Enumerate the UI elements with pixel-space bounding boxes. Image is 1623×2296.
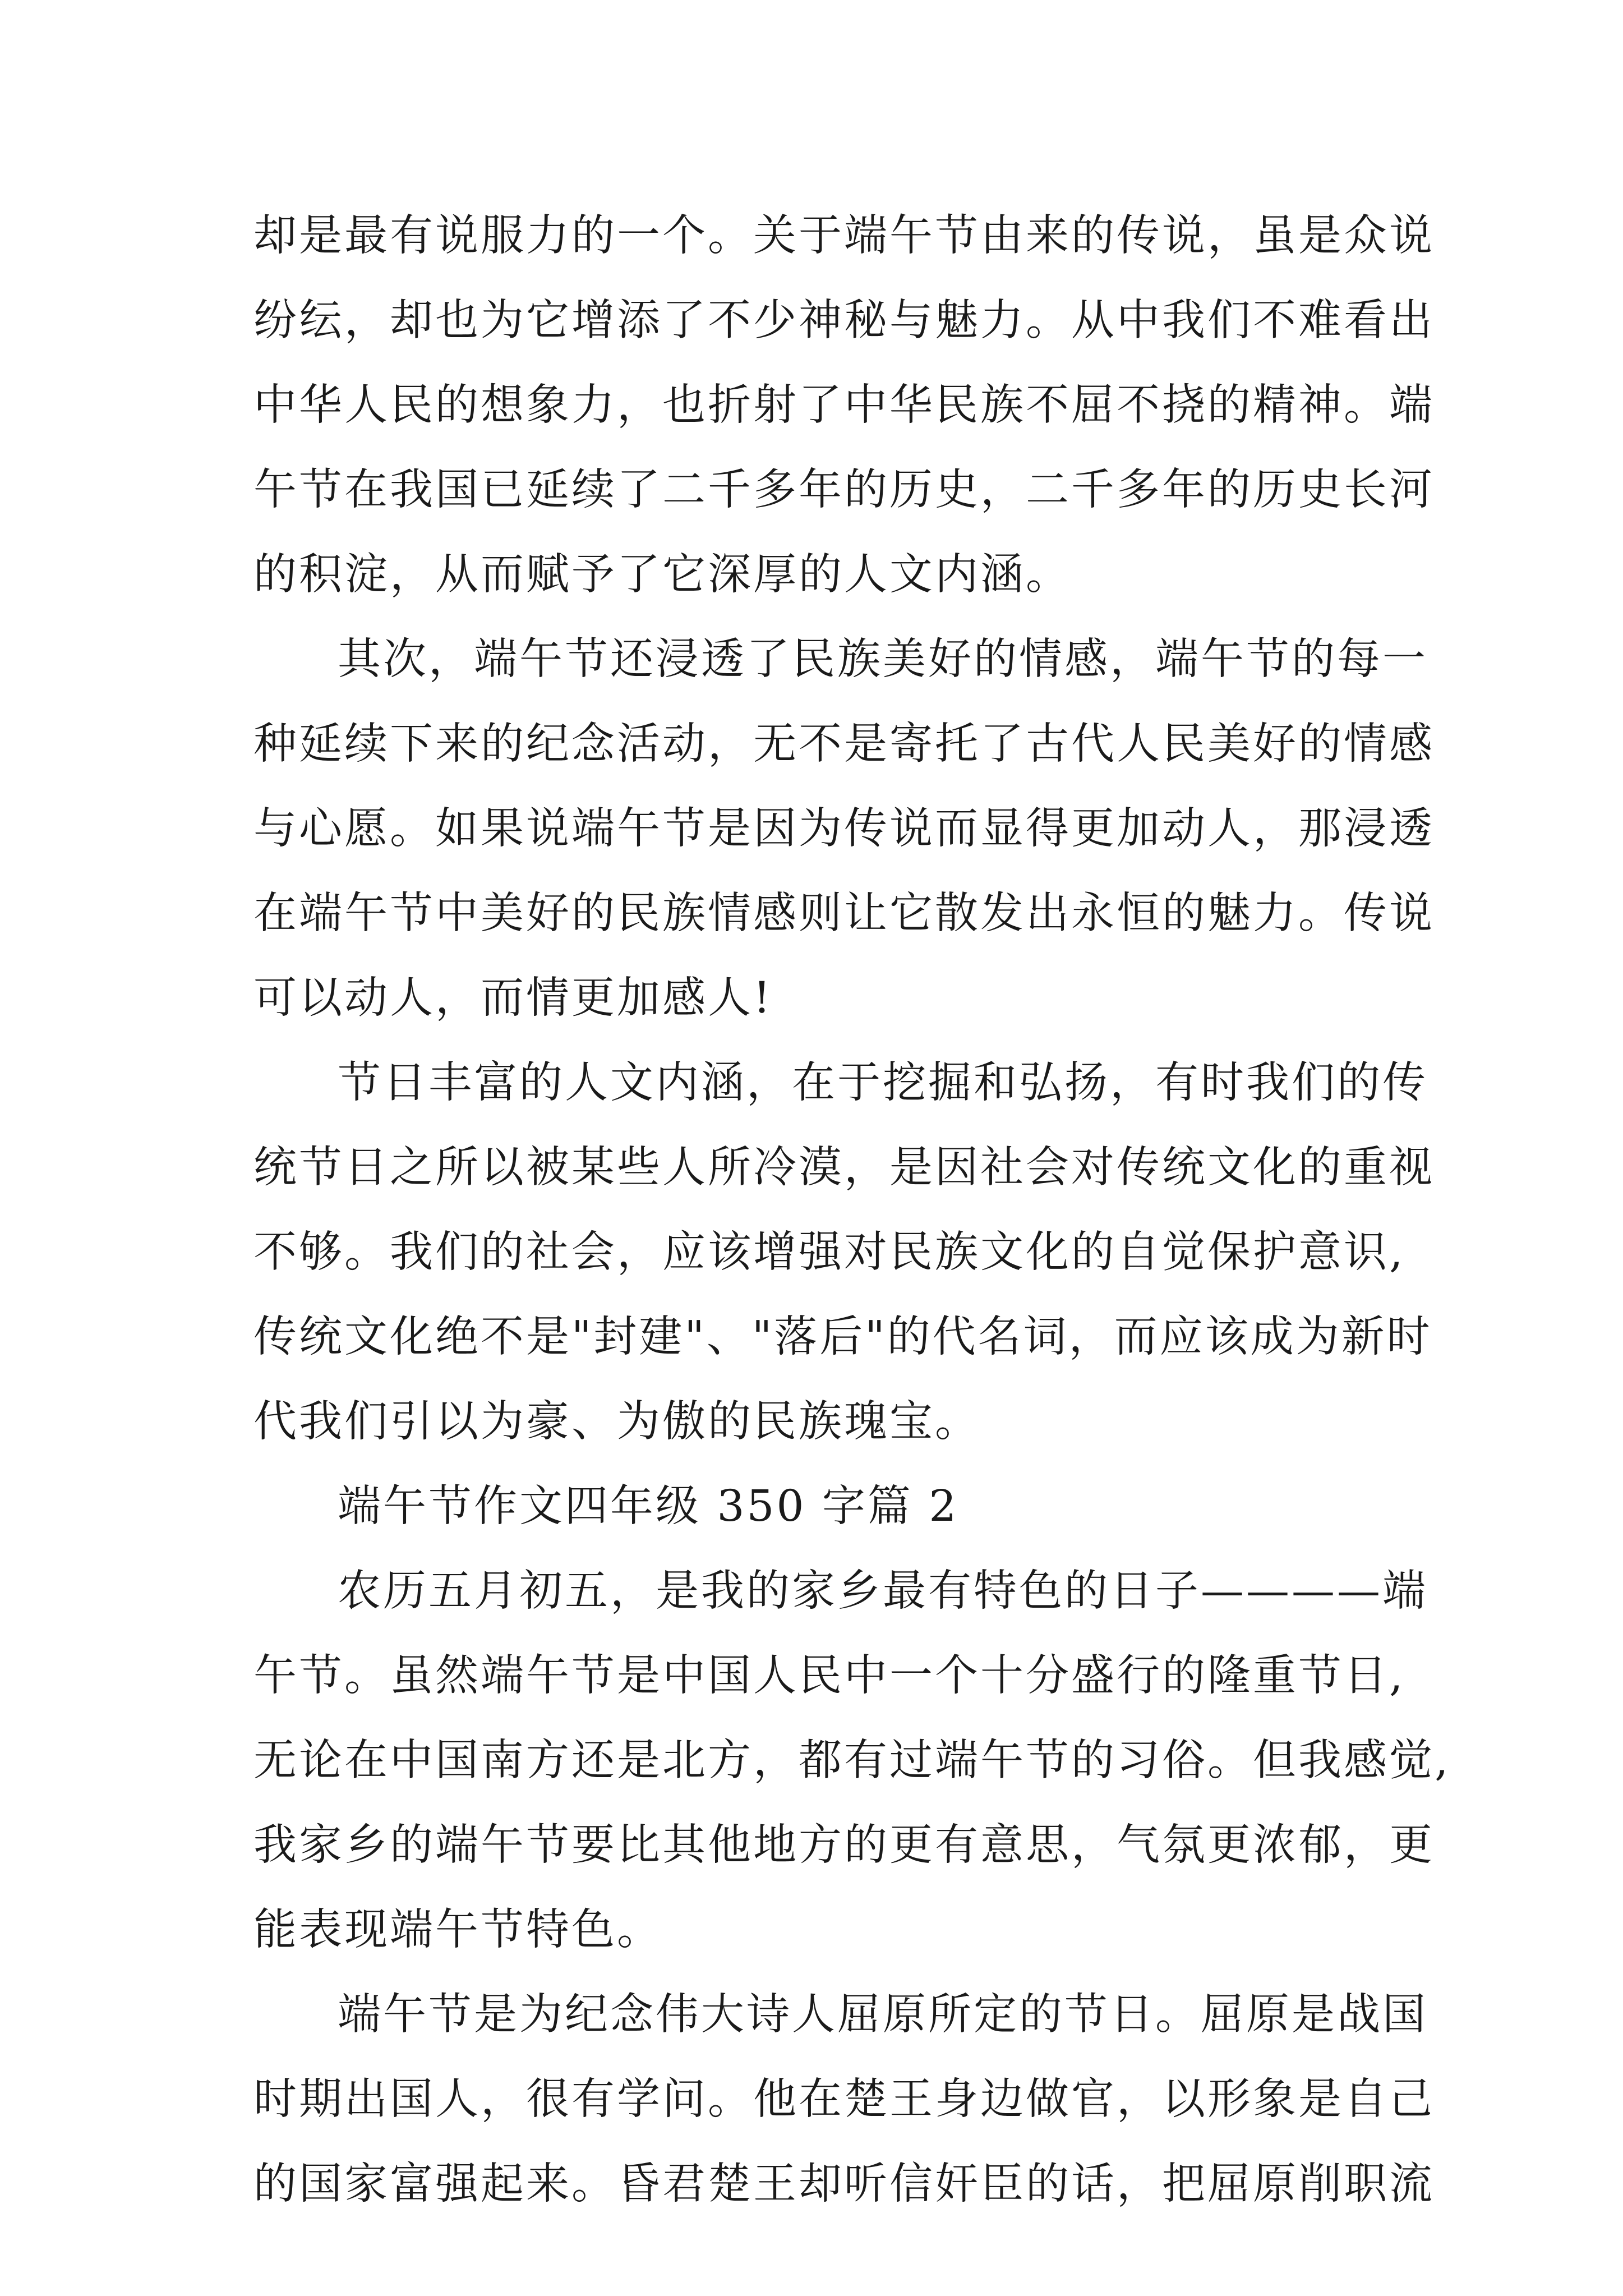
text-line: 不够。我们的社会，应该增强对民族文化的自觉保护意识, [253, 1227, 1405, 1277]
text-line: 的国家富强起来。昏君楚王却听信奸臣的话，把屈原削职流 [253, 2159, 1435, 2209]
text-line: 时期出国人，很有学问。他在楚王身边做官，以形象是自己 [253, 2074, 1435, 2124]
text-line: 午节。虽然端午节是中国人民中一个十分盛行的隆重节日, [253, 1651, 1405, 1701]
text-line: 种延续下来的纪念活动，无不是寄托了古代人民美好的情感 [253, 719, 1435, 769]
text-line: 可以动人，而情更加感人! [253, 973, 773, 1023]
text-line: 却是最有说服力的一个。关于端午节由来的传说，虽是众说 [253, 211, 1435, 261]
paragraph-first-line: 端午节是为纪念伟大诗人屈原所定的节日。屈原是战国 [338, 1990, 1428, 2040]
text-line: 纷纭，却也为它增添了不少神秘与魅力。从中我们不难看出 [253, 296, 1435, 346]
text-line: 我家乡的端午节要比其他地方的更有意思，气氛更浓郁，更 [253, 1820, 1435, 1870]
text-line: 代我们引以为豪、为傲的民族瑰宝。 [253, 1397, 980, 1447]
text-line: 午节在我国已延续了二千多年的历史，二千多年的历史长河 [253, 465, 1435, 515]
text-line: 中华人民的想象力，也折射了中华民族不屈不挠的精神。端 [253, 380, 1435, 430]
text-line: 的积淀，从而赋予了它深厚的人文内涵。 [253, 550, 1071, 600]
text-line: 与心愿。如果说端午节是因为传说而显得更加动人，那浸透 [253, 804, 1435, 854]
text-line: 无论在中国南方还是北方，都有过端午节的习俗。但我感觉, [253, 1736, 1451, 1786]
paragraph-first-line: 其次，端午节还浸透了民族美好的情感，端午节的每一 [338, 634, 1428, 684]
paragraph-first-line: 节日丰富的人文内涵，在于挖掘和弘扬，有时我们的传 [338, 1058, 1428, 1108]
paragraph-first-line: 农历五月初五，是我的家乡最有特色的日子————端 [338, 1566, 1428, 1616]
section-heading: 端午节作文四年级 350 字篇 2 [338, 1481, 959, 1531]
text-line: 传统文化绝不是"封建"、"落后"的代名词，而应该成为新时 [253, 1312, 1432, 1362]
text-line: 能表现端午节特色。 [253, 1905, 662, 1955]
text-line: 统节日之所以被某些人所冷漠，是因社会对传统文化的重视 [253, 1143, 1435, 1193]
text-line: 在端午节中美好的民族情感则让它散发出永恒的魅力。传说 [253, 889, 1435, 938]
